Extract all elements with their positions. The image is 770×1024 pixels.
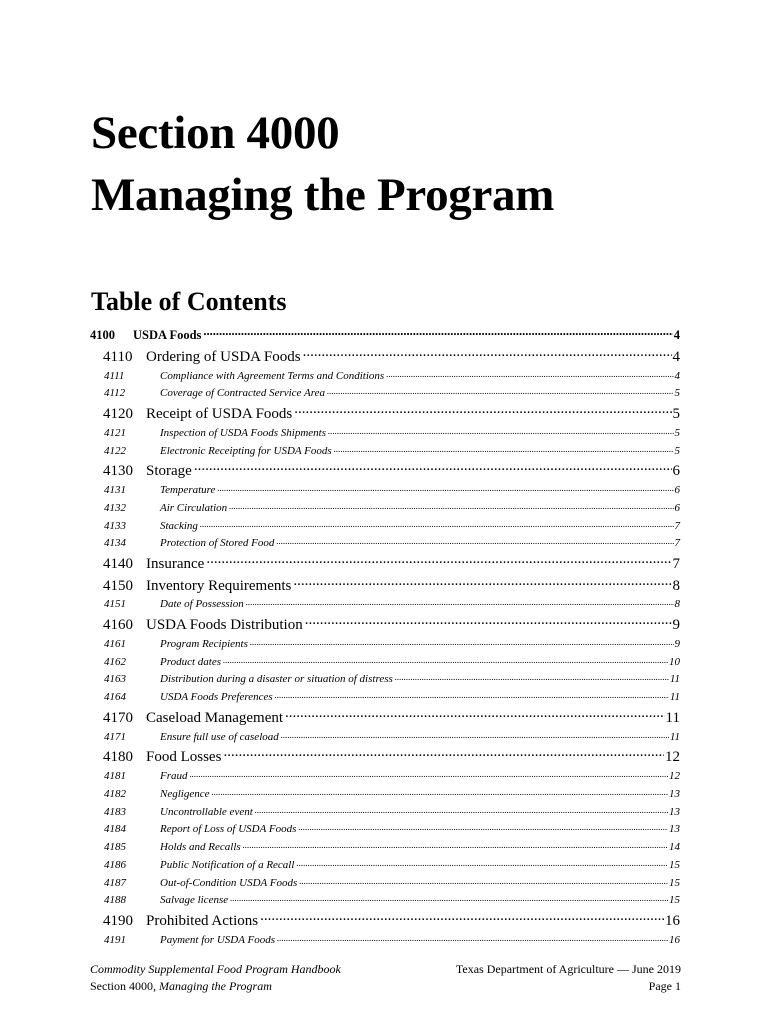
toc-entry-number: 4183 (104, 805, 126, 818)
toc-dot-leader (298, 821, 668, 832)
toc-entry-page: 9 (674, 637, 680, 650)
toc-dot-leader (327, 385, 674, 396)
toc-entry-label: Food Losses (146, 749, 222, 766)
toc-entry-label: Storage (146, 463, 192, 480)
toc-entry-page: 16 (665, 913, 680, 930)
toc-entry-4191[interactable] (90, 932, 680, 950)
toc-entry-page: 12 (665, 749, 680, 766)
toc-entry-label: Prohibited Actions (146, 913, 259, 930)
toc-entry-4131[interactable] (90, 482, 680, 500)
toc-entry-4110[interactable] (90, 346, 680, 368)
toc-dot-leader (223, 746, 664, 761)
toc-entry-4130[interactable] (90, 460, 680, 482)
toc-entry-4187[interactable] (90, 875, 680, 893)
toc-entry-4185[interactable] (90, 839, 680, 857)
toc-entry-4100[interactable] (90, 326, 680, 346)
footer-section-title: Managing the Program (159, 979, 272, 993)
toc-dot-leader (386, 368, 673, 379)
toc-entry-page: 9 (672, 617, 680, 634)
toc-entry-page: 13 (669, 823, 680, 836)
toc-entry-4140[interactable] (90, 553, 680, 575)
toc-entry-page: 7 (672, 556, 680, 573)
toc-entry-page: 14 (669, 841, 680, 854)
toc-dot-leader (211, 786, 668, 797)
toc-dot-leader (281, 729, 669, 740)
toc-entry-label: Salvage license (160, 894, 229, 907)
toc-dot-leader (305, 614, 672, 629)
toc-entry-label: USDA Foods (133, 327, 202, 342)
toc-entry-label: Protection of Stored Food (160, 537, 275, 550)
toc-entry-label: Product dates (160, 655, 221, 668)
toc-entry-4160[interactable] (90, 614, 680, 636)
toc-entry-4122[interactable] (90, 443, 680, 461)
toc-entry-label: Date of Possession (160, 598, 244, 611)
toc-entry-page: 6 (672, 463, 680, 480)
toc-dot-leader (260, 910, 664, 925)
toc-entry-label: Program Recipients (160, 637, 248, 650)
footer-handbook-title: Commodity Supplemental Food Program Handbook (90, 962, 341, 976)
toc-entry-label: USDA Foods Preferences (160, 691, 273, 704)
toc-dot-leader (229, 500, 673, 511)
toc-entry-4112[interactable] (90, 385, 680, 403)
toc-entry-label: Public Notification of a Recall (160, 858, 295, 871)
toc-entry-label: USDA Foods Distribution (146, 617, 303, 634)
toc-entry-number: 4191 (104, 933, 126, 946)
toc-entry-label: Air Circulation (160, 501, 228, 514)
toc-entry-4151[interactable] (90, 596, 680, 614)
toc-entry-page: 12 (669, 769, 680, 782)
toc-entry-4186[interactable] (90, 857, 680, 875)
toc-entry-4184[interactable] (90, 821, 680, 839)
toc-entry-number: 4180 (103, 749, 133, 766)
toc-dot-leader (246, 596, 674, 607)
toc-entry-number: 4140 (103, 556, 133, 573)
toc-entry-page: 7 (674, 537, 680, 550)
toc-dot-leader (299, 875, 668, 886)
toc-entry-number: 4162 (104, 655, 126, 668)
toc-entry-page: 11 (669, 673, 680, 686)
toc-entry-page: 7 (674, 519, 680, 532)
toc-entry-number: 4112 (104, 387, 126, 400)
toc-entry-label: Compliance with Agreement Terms and Conditions (160, 369, 385, 382)
toc-entry-4170[interactable] (90, 707, 680, 729)
footer-section-prefix: Section 4000, (90, 979, 159, 993)
toc-entry-page: 4 (673, 327, 680, 342)
toc-entry-4183[interactable] (90, 804, 680, 822)
toc-entry-page: 15 (669, 858, 680, 871)
toc-entry-number: 4181 (104, 769, 126, 782)
toc-entry-label: Fraud (160, 769, 188, 782)
toc-dot-leader (276, 535, 673, 546)
footer-page-number: Page 1 (648, 979, 681, 993)
toc-entry-number: 4132 (104, 501, 126, 514)
toc-dot-leader (296, 857, 668, 868)
toc-entry-page: 5 (672, 406, 680, 423)
toc-entry-page: 8 (674, 598, 680, 611)
toc-entry-number: 4120 (103, 406, 133, 423)
toc-entry-4171[interactable] (90, 729, 680, 747)
toc-entry-page: 13 (669, 787, 680, 800)
toc-entry-4190[interactable] (90, 910, 680, 932)
toc-entry-4188[interactable] (90, 892, 680, 910)
toc-entry-number: 4160 (103, 617, 133, 634)
toc-entry-number: 4121 (104, 426, 126, 439)
toc-dot-leader (293, 575, 671, 590)
toc-entry-page: 10 (669, 655, 680, 668)
toc-entry-label: Coverage of Contracted Service Area (160, 387, 325, 400)
toc-entry-number: 4187 (104, 876, 126, 889)
toc-entry-number: 4182 (104, 787, 126, 800)
toc-entry-label: Holds and Recalls (160, 841, 241, 854)
toc-dot-leader (243, 839, 668, 850)
toc-entry-page: 11 (669, 691, 680, 704)
toc-entry-page: 4 (674, 369, 680, 382)
toc-entry-number: 4131 (104, 483, 126, 496)
footer-section (90, 978, 272, 995)
toc-entry-4164[interactable] (90, 689, 680, 707)
toc-dot-leader (303, 346, 672, 361)
toc-entry-number: 4163 (104, 673, 126, 686)
toc-entry-label: Ensure full use of caseload (160, 730, 279, 743)
toc-entry-label: Payment for USDA Foods (160, 933, 275, 946)
toc-dot-leader (223, 654, 668, 665)
toc-entry-label: Negligence (160, 787, 210, 800)
toc-dot-leader (250, 636, 674, 647)
toc-entry-4180[interactable] (90, 746, 680, 768)
toc-entry-label: Out-of-Condition USDA Foods (160, 876, 298, 889)
toc-entry-4120[interactable] (90, 403, 680, 425)
toc-entry-page: 11 (669, 730, 680, 743)
toc-entry-4161[interactable] (90, 636, 680, 654)
toc-dot-leader (190, 768, 669, 779)
toc-entry-page: 4 (672, 349, 680, 365)
toc-entry-4133[interactable] (90, 518, 680, 536)
toc-entry-page: 6 (674, 483, 680, 496)
toc-entry-page: 15 (669, 876, 680, 889)
toc-entry-number: 4184 (104, 823, 126, 836)
toc-entry-4121[interactable] (90, 425, 680, 443)
toc-entry-label: Caseload Management (146, 709, 284, 726)
toc-entry-4150[interactable] (90, 575, 680, 597)
toc-entry-number: 4161 (104, 637, 126, 650)
toc-entry-4111[interactable] (90, 368, 680, 386)
toc-entry-4132[interactable] (90, 500, 680, 518)
footer-agency-date: Texas Department of Agriculture — June 2019 (455, 962, 681, 976)
toc-entry-number: 4110 (103, 349, 133, 365)
toc-entry-label: Ordering of USDA Foods (146, 349, 301, 365)
toc-entry-number: 4150 (103, 577, 133, 594)
title-line-1: Section 4000 (91, 107, 340, 159)
toc-entry-number: 4171 (104, 730, 126, 743)
toc-entry-label: Uncontrollable event (160, 805, 253, 818)
document-title (91, 102, 554, 226)
toc-entry-page: 15 (669, 894, 680, 907)
toc-entry-page: 16 (669, 933, 680, 946)
toc-entry-number: 4186 (104, 858, 126, 871)
toc-dot-leader (294, 403, 671, 418)
toc-entry-number: 4134 (104, 537, 126, 550)
toc-dot-leader (328, 425, 673, 436)
toc-entry-4182[interactable] (90, 786, 680, 804)
toc-dot-leader (230, 892, 668, 903)
toc-dot-leader (277, 932, 668, 943)
toc-entry-number: 4170 (103, 709, 133, 726)
toc-entry-page: 13 (669, 805, 680, 818)
toc-entry-4162[interactable] (90, 654, 680, 672)
toc-entry-number: 4122 (104, 444, 126, 457)
toc-entry-4134[interactable] (90, 535, 680, 553)
toc-entry-number: 4130 (103, 463, 133, 480)
toc-entry-number: 4133 (104, 519, 126, 532)
toc-entry-page: 6 (674, 501, 680, 514)
toc-dot-leader (203, 326, 672, 339)
toc-entry-label: Distribution during a disaster or situation of distress (160, 673, 393, 686)
toc-dot-leader (285, 707, 665, 722)
toc-dot-leader (200, 518, 674, 529)
toc-dot-leader (206, 553, 671, 568)
toc-entry-label: Inventory Requirements (146, 577, 292, 594)
toc-entry-number: 4151 (104, 598, 126, 611)
toc-dot-leader (275, 689, 669, 700)
title-line-2: Managing the Program (91, 169, 555, 221)
page-footer (90, 961, 681, 995)
toc-entry-page: 5 (674, 426, 680, 439)
table-of-contents (90, 326, 680, 950)
toc-entry-page: 11 (665, 709, 680, 726)
toc-entry-4181[interactable] (90, 768, 680, 786)
toc-dot-leader (334, 443, 674, 454)
toc-entry-number: 4185 (104, 841, 126, 854)
toc-entry-label: Insurance (146, 556, 205, 573)
toc-entry-label: Receipt of USDA Foods (146, 406, 293, 423)
toc-entry-label: Stacking (160, 519, 198, 532)
toc-entry-number: 4111 (104, 369, 125, 382)
toc-entry-number: 4190 (103, 913, 133, 930)
toc-entry-number: 4100 (90, 327, 115, 342)
toc-entry-label: Report of Loss of USDA Foods (160, 823, 297, 836)
toc-entry-page: 5 (674, 387, 680, 400)
toc-dot-leader (255, 804, 668, 815)
toc-entry-page: 8 (672, 577, 680, 594)
toc-entry-page: 5 (674, 444, 680, 457)
toc-dot-leader (217, 482, 673, 493)
toc-dot-leader (194, 460, 672, 475)
toc-heading: Table of Contents (91, 287, 287, 316)
toc-entry-4163[interactable] (90, 671, 680, 689)
toc-entry-number: 4164 (104, 691, 126, 704)
toc-entry-label: Electronic Receipting for USDA Foods (160, 444, 332, 457)
toc-entry-number: 4188 (104, 894, 126, 907)
toc-dot-leader (395, 671, 669, 682)
toc-entry-label: Temperature (160, 483, 216, 496)
toc-entry-label: Inspection of USDA Foods Shipments (160, 426, 327, 439)
